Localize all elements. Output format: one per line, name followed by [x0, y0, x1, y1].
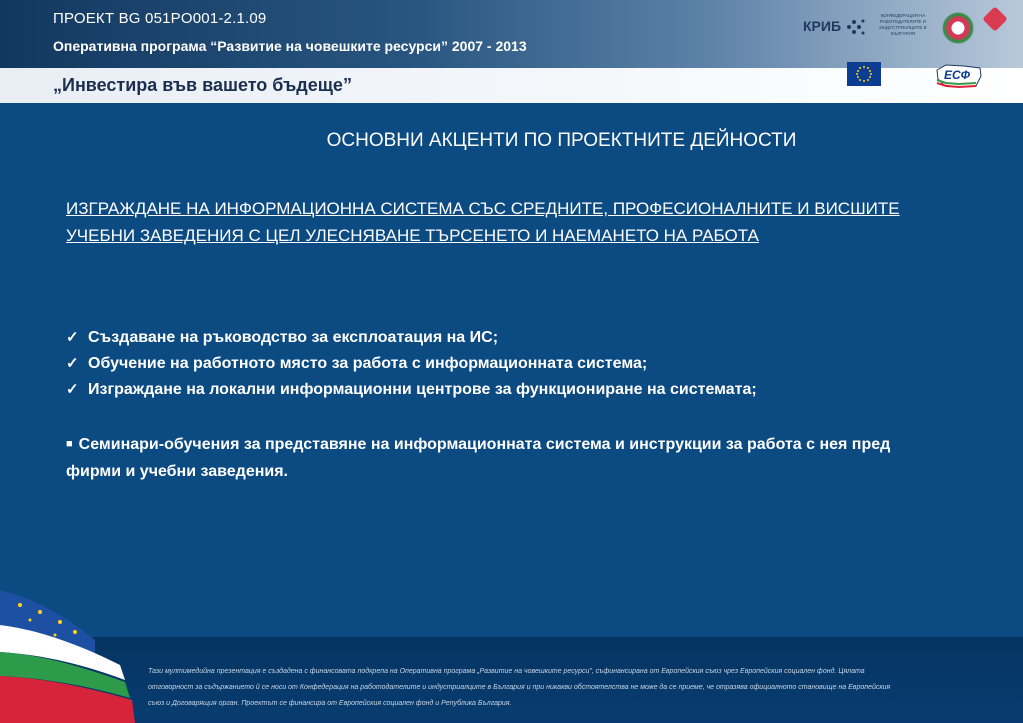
slogan: „Инвестира във вашето бъдеще”	[53, 75, 352, 95]
confederation-logo-text: КОНФЕДЕРАЦИЯ НА РАБОТОДАТЕЛИТЕ И ИНДУСТРИАЛЦИТЕ В БЪЛГАРИЯ	[879, 13, 927, 36]
checkmark-icon: ✓	[66, 329, 79, 346]
list-item	[66, 351, 946, 377]
seminar-item	[66, 431, 946, 485]
krib-logo: КРИБ	[803, 18, 842, 34]
list-item	[66, 325, 946, 351]
esf-logo: ЕСФ	[944, 68, 971, 82]
flag-graphic-icon	[0, 590, 140, 723]
list-item-text: Създаване на ръководство за експлоатация на ИС;	[88, 329, 499, 346]
program-title: Оперативна програма “Развитие на човешките ресурси” 2007 - 2013	[53, 38, 527, 54]
footer-disclaimer: Тази мултимедийна презентация е създадена с финансовата подкрепа на Оперативна програма „Развитие на човешките ресурси”, съфинансирана от Европейския съюз чрез Европейския социален фонд. Цялата отговорност за съдържанието й се носи от Конфедерация на работодателите и индустриалците в България и при никакви обстоятелства не може да се приеме, че отразява официалното становище на Европейския съюз и Договарящия орган. Проектът се финансира от Европейския социален фонд и Република България.	[148, 668, 891, 707]
list-item-text: Изграждане на локални информационни центрове за функциониране на системата;	[88, 381, 757, 398]
list-item	[66, 377, 946, 403]
project-code: ПРОЕКТ BG 051PO001-2.1.09	[53, 10, 267, 27]
eu-flag-icon	[847, 62, 881, 86]
activity-list	[66, 325, 946, 403]
seminar-text: Семинари-обучения за представяне на информационната система и инструкции за работа с нея пред фирми и учебни заведения.	[66, 436, 891, 480]
krib-dots-icon	[845, 16, 867, 38]
checkmark-icon: ✓	[66, 381, 79, 398]
page-title: ОСНОВНИ АКЦЕНТИ ПО ПРОЕКТНИТЕ ДЕЙНОСТИ	[326, 130, 797, 151]
emblem-logo	[942, 12, 974, 44]
square-bullet-icon: ■	[66, 438, 73, 450]
checkmark-icon: ✓	[66, 355, 79, 372]
list-item-text: Обучение на работното място за работа с информационната система;	[88, 355, 648, 372]
section-subtitle: ИЗГРАЖДАНЕ НА ИНФОРМАЦИОННА СИСТЕМА СЪС СРЕДНИТЕ, ПРОФЕСИОНАЛНИТЕ И ВИСШИТЕ УЧЕБНИ ЗАВЕДЕНИЯ С ЦЕЛ УЛЕСНЯВАНЕ ТЪРСЕНЕТО И НАЕМАНЕТО НА РАБОТА	[66, 199, 900, 245]
